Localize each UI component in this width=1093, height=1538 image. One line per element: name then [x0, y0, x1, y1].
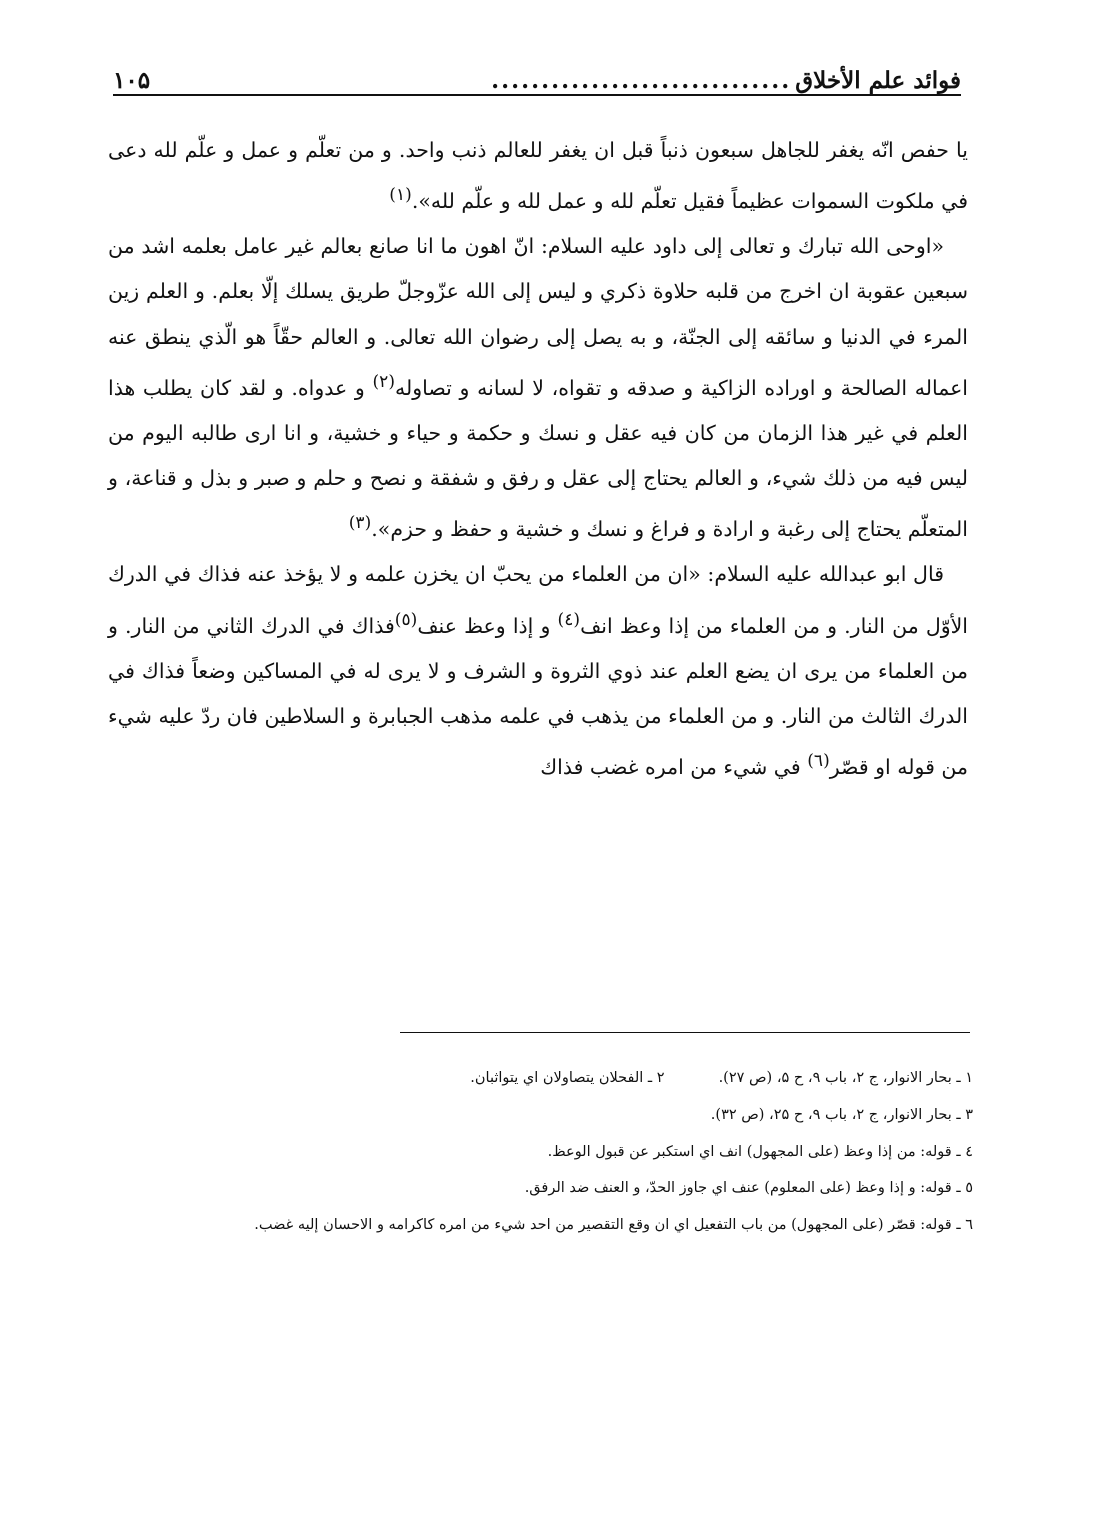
- paragraph-text: قال ابو عبدالله عليه السلام: «ان من العلماء من يحبّ ان يخزن علمه و لا يؤخذ عنه فذاك في الدرك الأوّل من النار. و من العلماء من إذا وعظ انف: [108, 562, 968, 638]
- page-number: ۱۰۵: [113, 67, 151, 94]
- paragraph-text: «اوحى الله تبارك و تعالى إلى داود عليه السلام: انّ اهون ما انا صانع بعالم غير عامل بعلمه اشد من سبعين عقوبة ان اخرج من قلبه حلاوة ذكري و ليس إلى الله عزّوجلّ طريق يسلك إلّا بعلم. و العلم زين المرء في الدنيا و سائقه إلى الجنّة، و به يصل إلى رضوان الله تعالى. و العالم حقّاً هو الّذي ينطق عنه اعماله الصالحة و اوراده الزاكية و صدقه و تقواه، لا لسانه و تصاوله: [108, 234, 968, 400]
- footnotes: [108, 1060, 973, 1244]
- footnote-row: [108, 1060, 973, 1097]
- footnote-rule: [400, 1032, 970, 1033]
- paragraph-text: فذاك في الدرك الثاني من النار. و من العلماء من يرى ان يضع العلم عند ذوي الثروة و الشرف و لا يرى له في المساكين وضعاً فذاك في الدرك الثالث من النار. و من العلماء من يذهب في علمه مذهب الجبابرة و السلاطين فان ردّ عليه شيء من قوله او قصّر: [108, 613, 968, 779]
- paragraph-text: في شيء من امره غضب فذاك: [540, 754, 808, 779]
- footnote-ref: (٥): [394, 609, 418, 630]
- header-rule: [113, 94, 961, 96]
- footnote-4: ٤ ـ قوله: من إذا وعظ (على المجهول) انف اي استكبر عن قبول الوعظ.: [547, 1143, 973, 1160]
- footnote-ref: (۱): [389, 185, 412, 206]
- main-text: [108, 128, 968, 790]
- running-header: [113, 44, 961, 94]
- footnote-2: ۲ ـ الفحلان يتصاولان اي يتواثبان.: [470, 1070, 665, 1086]
- paragraph-text: و إذا وعظ عنف: [417, 613, 558, 638]
- paragraph-1: [108, 128, 968, 224]
- chapter-title: فوائد علم الأخلاق: [795, 67, 961, 94]
- footnote-5: ٥ ـ قوله: و إذا وعظ (على المعلوم) عنف اي جاوز الحدّ، و العنف ضد الرفق.: [524, 1180, 973, 1197]
- paragraph-3: [108, 552, 968, 790]
- paragraph-text: و عدواه. و لقد كان يطلب هذا العلم في غير هذا الزمان من كان فيه عقل و نسك و حكمة و حياء و خشية، و انا ارى طالبه اليوم من ليس فيه من ذلك شيء، و العالم يحتاج إلى عقل و رفق و شفقة و نصح و حلم و صبر و بذل و قناعة، و المتعلّم يحتاج إلى رغبة و ارادة و فراغ و نسك و خشية و حفظ و حزم».: [108, 375, 968, 542]
- footnote-1: ۱ ـ بحار الانوار، ج ۲، باب ۹، ح ۵، (ص ۲۷).: [718, 1070, 973, 1086]
- footnote-ref: (۳): [348, 513, 372, 534]
- footnote-6: ٦ ـ قوله: قصّر (على المجهول) من باب التفعيل اي ان وقع التقصير من احد شيء من امره كاكرامه و الاحسان إليه غضب.: [254, 1217, 973, 1234]
- footnote-ref: (٦): [807, 750, 830, 771]
- footnote-ref: (٤): [557, 609, 581, 630]
- footnote-ref: (۲): [372, 371, 396, 392]
- dot-leader: ..............................: [491, 67, 792, 94]
- paragraph-text: يا حفص انّه يغفر للجاهل سبعون ذنباً قبل ان يغفر للعالم ذنب واحد. و من تعلّم و عمل و علّم لله دعى في ملكوت السموات عظيماً فقيل تعلّم لله و عمل لله و علّم لله».: [108, 138, 968, 214]
- footnote-3: ۳ ـ بحار الانوار، ج ۲، باب ۹، ح ۲۵، (ص ۳۲).: [710, 1106, 973, 1123]
- paragraph-2: [108, 224, 968, 552]
